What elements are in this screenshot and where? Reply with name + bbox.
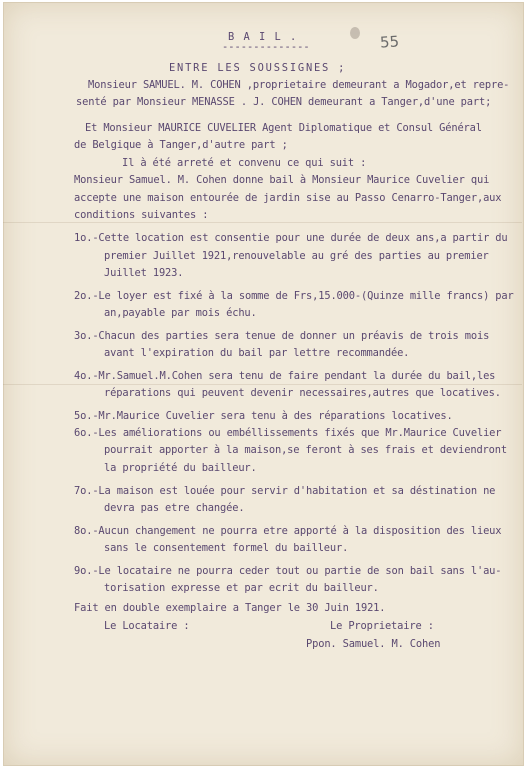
signature-label-owner: Le Proprietaire : xyxy=(330,620,434,632)
body-line: senté par Monsieur MENASSE . J. COHEN demeurant a Tanger,d'une part; xyxy=(76,96,492,108)
clause-line: 8o.-Aucun changement ne pourra etre apporté à la disposition des lieux xyxy=(74,525,502,537)
clause-line: 7o.-La maison est louée pour servir d'habitation et sa déstination ne xyxy=(74,485,496,497)
body-line: de Belgique à Tanger,d'autre part ; xyxy=(74,139,288,151)
clause-line: réparations qui peuvent devenir necessaires,autres que locatives. xyxy=(104,387,501,399)
clause-line: avant l'expiration du bail par lettre recommandée. xyxy=(104,347,410,359)
clause-line: pourrait apporter à la maison,se feront à ses frais et deviendront xyxy=(104,444,507,456)
body-line: accepte une maison entourée de jardin sise au Passo Cenarro-Tanger,aux xyxy=(74,192,502,204)
clause-line: an,payable par mois échu. xyxy=(104,307,257,319)
body-line: Il à été arreté et convenu ce qui suit : xyxy=(122,157,367,169)
body-line: Et Monsieur MAURICE CUVELIER Agent Diplomatique et Consul Général xyxy=(85,122,482,134)
clause-line: 9o.-Le locataire ne pourra ceder tout ou partie de son bail sans l'au- xyxy=(74,565,502,577)
clause-line: 4o.-Mr.Samuel.M.Cohen sera tenu de faire pendant la durée du bail,les xyxy=(74,370,496,382)
pencil-page-number: 55 xyxy=(379,32,400,52)
clause-line: 3o.-Chacun des parties sera tenue de donner un préavis de trois mois xyxy=(74,330,490,342)
clause-line: 5o.-Mr.Maurice Cuvelier sera tenu à des réparations locatives. xyxy=(74,410,453,422)
clause-line: torisation expresse et par ecrit du bailleur. xyxy=(104,582,379,594)
fold-crease xyxy=(3,222,522,223)
clause-line: la propriété du bailleur. xyxy=(104,462,257,474)
clause-line: premier Juillet 1921,renouvelable au gré des parties au premier xyxy=(104,250,489,262)
signature-label-tenant: Le Locataire : xyxy=(104,620,190,632)
body-line: conditions suivantes : xyxy=(74,209,209,221)
clause-line: Juillet 1923. xyxy=(104,267,184,279)
clause-line: sans le consentement formel du bailleur. xyxy=(104,542,349,554)
body-line: Monsieur Samuel. M. Cohen donne bail à Monsieur Maurice Cuvelier qui xyxy=(74,174,490,186)
clause-line: 2o.-Le loyer est fixé à la somme de Frs,15.000-(Quinze mille francs) par xyxy=(74,290,514,302)
closing-line: Fait en double exemplaire a Tanger le 30 Juin 1921. xyxy=(74,602,386,614)
document-title: B A I L . xyxy=(228,31,298,43)
section-heading: ENTRE LES SOUSSIGNES ; xyxy=(169,62,347,74)
clause-line: 6o.-Les améliorations ou embéllissements fixés que Mr.Maurice Cuvelier xyxy=(74,427,502,439)
clause-line: devra pas etre changée. xyxy=(104,502,245,514)
clause-line: 1o.-Cette location est consentie pour une durée de deux ans,a partir du xyxy=(74,232,508,244)
signature-name: Ppon. Samuel. M. Cohen xyxy=(306,638,441,650)
title-underline: -------------- xyxy=(222,41,310,53)
body-line: Monsieur SAMUEL. M. COHEN ,proprietaire demeurant a Mogador,et repre- xyxy=(88,79,510,91)
fold-crease xyxy=(3,384,522,385)
paper-stain xyxy=(350,27,360,39)
